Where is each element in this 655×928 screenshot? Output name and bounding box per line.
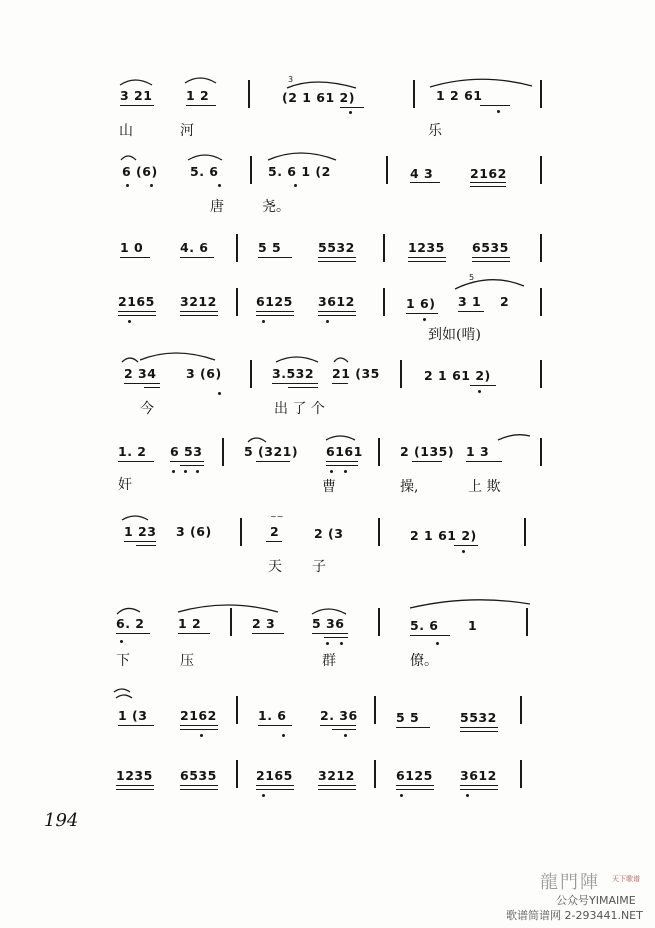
- note-underline: [460, 727, 498, 728]
- notation-group: 6535: [180, 768, 217, 783]
- note-underline: [324, 637, 348, 638]
- notation-group: 5. 6: [190, 164, 219, 179]
- octave-dot: [218, 184, 221, 187]
- octave-dot: [200, 734, 203, 737]
- note-underline: [288, 387, 318, 388]
- lyric: 山: [119, 123, 133, 139]
- barline: [383, 234, 385, 262]
- notation-group: 3 (6): [186, 366, 222, 381]
- watermark-logo-small: 天下歌谱: [612, 875, 640, 883]
- notation-group: 3212: [180, 294, 217, 309]
- barline: [526, 608, 528, 636]
- slur-mark: [178, 605, 278, 612]
- barline: [540, 360, 542, 388]
- note-underline: [460, 731, 498, 732]
- note-underline: [124, 541, 156, 542]
- note-underline: [180, 789, 218, 790]
- note-underline: [118, 315, 156, 316]
- notation-group: 3612: [460, 768, 497, 783]
- slur-mark: [455, 280, 524, 289]
- octave-dot: [462, 550, 465, 553]
- barline: [540, 438, 542, 466]
- octave-dot: [330, 470, 333, 473]
- lyric: 奸: [118, 477, 132, 493]
- octave-dot: [326, 320, 329, 323]
- notation-group: 1 6): [406, 296, 436, 311]
- note-underline: [408, 261, 446, 262]
- slur-mark: [188, 155, 222, 160]
- note-underline: [116, 789, 154, 790]
- barline: [378, 608, 380, 636]
- slur-mark: [326, 436, 355, 440]
- slur-mark: [334, 358, 348, 362]
- lyric: 操,: [400, 479, 419, 495]
- notation-group: 2: [500, 294, 510, 309]
- note-underline: [480, 105, 510, 106]
- notation-group: 6. 2: [116, 616, 145, 631]
- octave-dot: [349, 111, 352, 114]
- note-underline: [136, 545, 156, 546]
- note-underline: [412, 461, 442, 462]
- note-underline: [470, 182, 506, 183]
- notation-group: 2 34: [124, 366, 157, 381]
- slur-mark: [410, 600, 530, 608]
- note-underline: [396, 785, 434, 786]
- barline: [230, 608, 232, 636]
- octave-dot: [150, 184, 153, 187]
- notation-group: 4. 6: [180, 240, 209, 255]
- note-underline: [460, 789, 498, 790]
- note-underline: [266, 541, 282, 542]
- octave-dot: [466, 794, 469, 797]
- note-underline: [326, 461, 358, 462]
- note-underline: [272, 383, 318, 384]
- octave-dot: [126, 184, 129, 187]
- lyric: 曹: [322, 479, 336, 495]
- slur-mark: [276, 357, 318, 362]
- watermark-logo: 龍門陣: [540, 872, 600, 893]
- slur-mark: [498, 435, 530, 440]
- barline: [378, 518, 380, 546]
- lyric: 唐: [210, 199, 224, 215]
- octave-dot: [196, 470, 199, 473]
- note-underline: [406, 313, 438, 314]
- page-number: 194: [44, 810, 79, 831]
- note-underline: [180, 465, 204, 466]
- lyric: 出 了 个: [274, 401, 325, 417]
- note-underline: [340, 107, 364, 108]
- note-underline: [256, 311, 294, 312]
- note-underline: [124, 383, 160, 384]
- octave-dot: [172, 470, 175, 473]
- notation-group: 3612: [318, 294, 355, 309]
- notation-group: 3 21: [120, 88, 153, 103]
- note-underline: [116, 633, 150, 634]
- note-underline: [318, 789, 356, 790]
- notation-group: 1 (3: [118, 708, 148, 723]
- note-underline: [256, 461, 290, 462]
- octave-dot: [262, 320, 265, 323]
- note-underline: [470, 186, 506, 187]
- slur-mark: [248, 438, 266, 442]
- note-underline: [178, 633, 210, 634]
- notation-group: 6535: [472, 240, 509, 255]
- notation-group: 1. 2: [118, 444, 147, 459]
- note-underline: [118, 311, 156, 312]
- barline: [540, 288, 542, 316]
- notation-group: 1. 6: [258, 708, 287, 723]
- notation-group: 5 5: [258, 240, 282, 255]
- note-underline: [332, 729, 356, 730]
- notation-group: 2. 36: [320, 708, 358, 723]
- notation-group: 3.532: [272, 366, 315, 381]
- lyric: 今: [140, 401, 154, 417]
- barline: [236, 234, 238, 262]
- lyric: 上 欺: [468, 479, 501, 495]
- notation-group: 3 (6): [176, 524, 212, 539]
- slur-mark: [122, 358, 138, 362]
- slur-mark: [120, 80, 152, 85]
- lyric: 压: [180, 653, 194, 669]
- note-underline: [252, 633, 284, 634]
- note-underline: [318, 785, 356, 786]
- note-underline: [318, 315, 356, 316]
- note-underline: [332, 383, 348, 384]
- notation-group: 1 2 61: [436, 88, 483, 103]
- note-underline: [472, 261, 510, 262]
- notation-group: 6 (6): [122, 164, 158, 179]
- notation-group: 1235: [408, 240, 445, 255]
- notation-group: 3212: [318, 768, 355, 783]
- slur-mark: [121, 156, 136, 160]
- barline: [250, 156, 252, 184]
- octave-dot: [282, 734, 285, 737]
- note-underline: [256, 315, 294, 316]
- notation-group: (2 1 61 2): [282, 90, 355, 105]
- notation-group: 2 1 61 2): [410, 528, 477, 543]
- notation-group: 1235: [116, 768, 153, 783]
- watermark-text: 公众号YIMAIME: [556, 894, 636, 907]
- notation-group: 6161: [326, 444, 363, 459]
- notation-group: 5 5: [396, 710, 420, 725]
- barline: [383, 288, 385, 316]
- barline: [236, 696, 238, 724]
- slur-mark: [287, 82, 356, 88]
- note-underline: [180, 785, 218, 786]
- lyric: 子: [312, 559, 326, 575]
- barline: [540, 234, 542, 262]
- notation-group: 2165: [118, 294, 155, 309]
- notation-group: 1 3: [466, 444, 490, 459]
- notation-group: 2 3: [252, 616, 276, 631]
- notation-group: 5 36: [312, 616, 345, 631]
- note-underline: [320, 725, 356, 726]
- notation-group: 1: [468, 618, 478, 633]
- barline: [374, 696, 376, 724]
- note-underline: [256, 789, 294, 790]
- note-underline: [120, 257, 150, 258]
- notation-group: 2 (3: [314, 526, 344, 541]
- note-underline: [470, 385, 496, 386]
- barline: [240, 518, 242, 546]
- lyric: 到如(啃): [428, 327, 481, 343]
- barline: [400, 360, 402, 388]
- notation-group: 5532: [460, 710, 497, 725]
- note-underline: [170, 461, 204, 462]
- barline: [520, 696, 522, 724]
- note-underline: [180, 311, 218, 312]
- lyric: 尧。: [262, 199, 290, 215]
- note-underline: [180, 315, 218, 316]
- slur-mark: [430, 79, 532, 87]
- lyric: 群: [322, 653, 336, 669]
- slur-mark: [140, 353, 215, 360]
- notation-group: 4 3: [410, 166, 434, 181]
- octave-dot: [294, 184, 297, 187]
- barline: [540, 80, 542, 108]
- slur-mark: [122, 516, 148, 520]
- octave-dot: [436, 642, 439, 645]
- notation-group: 6125: [256, 294, 293, 309]
- notation-group: 5532: [318, 240, 355, 255]
- octave-dot: [340, 642, 343, 645]
- notation-group: 21 (35: [332, 366, 380, 381]
- note-underline: [256, 785, 294, 786]
- note-underline: [120, 105, 154, 106]
- note-underline: [458, 311, 484, 312]
- slur-mark: [114, 689, 130, 692]
- notation-group: 1 23: [124, 524, 157, 539]
- note-underline: [318, 257, 356, 258]
- tremolo-mark: ~~: [270, 512, 284, 521]
- lyric: 乐: [428, 123, 442, 139]
- note-underline: [186, 105, 216, 106]
- note-underline: [396, 727, 430, 728]
- octave-dot: [497, 110, 500, 113]
- note-underline: [258, 725, 292, 726]
- notation-group: 5. 6 1 (2: [268, 164, 331, 179]
- notation-group: 6125: [396, 768, 433, 783]
- octave-dot: [262, 794, 265, 797]
- note-underline: [116, 785, 154, 786]
- note-underline: [180, 257, 214, 258]
- note-underline: [180, 725, 218, 726]
- barline: [524, 518, 526, 546]
- slur-mark: [312, 609, 346, 614]
- barline: [386, 156, 388, 184]
- barline: [222, 438, 224, 466]
- slur-mark: [116, 695, 132, 698]
- note-underline: [144, 387, 160, 388]
- barline: [413, 80, 415, 108]
- notation-group: 2: [270, 524, 280, 539]
- note-underline: [454, 545, 478, 546]
- watermark-text: 歌谱简谱网 2-293441.NET: [506, 909, 643, 922]
- octave-dot: [423, 318, 426, 321]
- barline: [236, 288, 238, 316]
- note-underline: [396, 789, 434, 790]
- lyric: 僚。: [410, 653, 438, 669]
- barline: [248, 80, 250, 108]
- notation-group: 2 1 61 2): [424, 368, 491, 383]
- note-underline: [318, 311, 356, 312]
- octave-dot: [120, 640, 123, 643]
- notation-group: 2 (135): [400, 444, 455, 459]
- octave-dot: [128, 320, 131, 323]
- notation-group: 6 53: [170, 444, 203, 459]
- barline: [520, 760, 522, 788]
- note-underline: [326, 465, 358, 466]
- note-underline: [118, 725, 154, 726]
- note-underline: [410, 635, 450, 636]
- notation-group: 5 (321): [244, 444, 299, 459]
- octave-dot: [344, 470, 347, 473]
- note-underline: [258, 257, 292, 258]
- notation-group: 5. 6: [410, 618, 439, 633]
- note-underline: [118, 461, 154, 462]
- notation-group: 2165: [256, 768, 293, 783]
- notation-group: 2162: [180, 708, 217, 723]
- notation-group: 1 2: [178, 616, 202, 631]
- note-underline: [466, 461, 502, 462]
- note-underline: [460, 785, 498, 786]
- lyric: 河: [180, 123, 194, 139]
- barline: [374, 760, 376, 788]
- notation-group: 1 0: [120, 240, 144, 255]
- octave-dot: [344, 734, 347, 737]
- note-underline: [408, 257, 446, 258]
- notation-group: 3 1: [458, 294, 482, 309]
- octave-dot: [478, 390, 481, 393]
- grace-note-mark: 3: [288, 75, 294, 84]
- note-underline: [312, 633, 348, 634]
- lyric: 下: [116, 653, 130, 669]
- slur-mark: [117, 608, 140, 614]
- octave-dot: [184, 470, 187, 473]
- octave-dot: [218, 392, 221, 395]
- note-underline: [180, 729, 218, 730]
- slur-mark: [268, 153, 336, 160]
- note-underline: [472, 257, 510, 258]
- octave-dot: [326, 642, 329, 645]
- notation-group: 1 2: [186, 88, 210, 103]
- lyric: 天: [268, 559, 282, 575]
- barline: [378, 438, 380, 466]
- notation-group: 2162: [470, 166, 507, 181]
- barline: [250, 360, 252, 388]
- octave-dot: [400, 794, 403, 797]
- note-underline: [410, 182, 440, 183]
- slur-mark: [185, 78, 216, 83]
- barline: [236, 760, 238, 788]
- note-underline: [318, 261, 356, 262]
- grace-note-mark: 5: [469, 273, 475, 282]
- barline: [540, 156, 542, 184]
